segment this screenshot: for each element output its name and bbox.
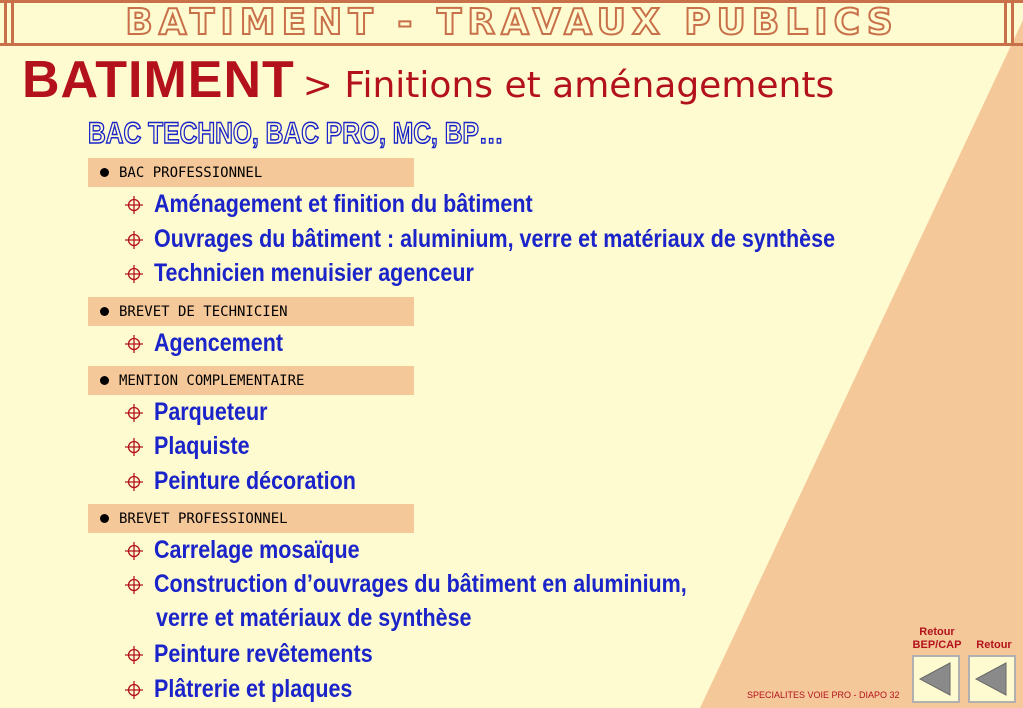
crosshair-circle-icon	[124, 437, 144, 457]
list-item	[124, 432, 265, 461]
nav-label-retour-bepcap: Retour BEP/CAP	[912, 626, 962, 651]
bullet-dot-icon	[100, 514, 109, 523]
list-item-text: Plâtrerie et plaques	[154, 675, 353, 703]
bullet-dot-icon	[100, 376, 109, 385]
heading-main: BATIMENT	[22, 51, 295, 109]
triangle-left-icon	[970, 657, 1014, 701]
list-item	[124, 467, 389, 496]
crosshair-circle-icon	[124, 472, 144, 492]
top-banner	[0, 0, 1023, 46]
crosshair-circle-icon	[124, 541, 144, 561]
bullet-dot-icon	[100, 307, 109, 316]
section-label: BAC PROFESSIONNEL	[119, 164, 263, 181]
heading-sub: > Finitions et aménagements	[302, 65, 835, 106]
section-header-mention-complementaire	[88, 366, 414, 395]
crosshair-circle-icon	[124, 230, 144, 250]
list-item	[124, 225, 946, 254]
triangle-left-icon	[914, 657, 958, 701]
list-item-text: Carrelage mosaïque	[154, 536, 360, 564]
list-item-text: Construction d’ouvrages du bâtiment en aluminium,	[154, 570, 687, 598]
bullet-dot-icon	[100, 168, 109, 177]
list-item-text: Parqueteur	[154, 398, 268, 426]
list-item	[124, 398, 286, 427]
list-item-text: Peinture décoration	[154, 467, 356, 495]
list-item	[124, 329, 304, 358]
crosshair-circle-icon	[124, 334, 144, 354]
crosshair-circle-icon	[124, 645, 144, 665]
section-label: BREVET PROFESSIONNEL	[119, 510, 288, 527]
list-item-text: Agencement	[154, 329, 284, 357]
list-item-text: Technicien menuisier agenceur	[154, 259, 474, 287]
list-item-continuation: verre et matériaux de synthèse	[156, 604, 472, 632]
section-header-bac-pro	[88, 158, 414, 187]
banner-title: BATIMENT - TRAVAUX PUBLICS	[125, 2, 899, 43]
list-item-text: Plaquiste	[154, 432, 250, 460]
crosshair-circle-icon	[124, 195, 144, 215]
list-item	[124, 570, 774, 599]
list-item	[124, 675, 385, 704]
back-bepcap-button[interactable]	[912, 655, 960, 703]
crosshair-circle-icon	[124, 680, 144, 700]
section-label: BREVET DE TECHNICIEN	[119, 303, 288, 320]
section-header-brevet-technicien	[88, 297, 414, 326]
page-heading	[22, 50, 834, 110]
back-button[interactable]	[968, 655, 1016, 703]
crosshair-circle-icon	[124, 575, 144, 595]
crosshair-circle-icon	[124, 264, 144, 284]
list-item	[124, 536, 393, 565]
list-item	[124, 190, 594, 219]
list-item-text: Peinture revêtements	[154, 640, 373, 668]
list-item-text: Ouvrages du bâtiment : aluminium, verre et matériaux de synthèse	[154, 225, 836, 253]
list-item	[124, 640, 408, 669]
section-label: MENTION COMPLEMENTAIRE	[119, 372, 305, 389]
footer-slide-label: SPECIALITES VOIE PRO - DIAPO 32	[747, 690, 900, 700]
subheading: BAC TECHNO, BAC PRO, MC, BP…	[88, 117, 504, 150]
nav-label-retour: Retour	[976, 639, 1012, 651]
crosshair-circle-icon	[124, 403, 144, 423]
list-item	[124, 259, 526, 288]
section-header-brevet-professionnel	[88, 504, 414, 533]
list-item-text: Aménagement et finition du bâtiment	[154, 190, 533, 218]
